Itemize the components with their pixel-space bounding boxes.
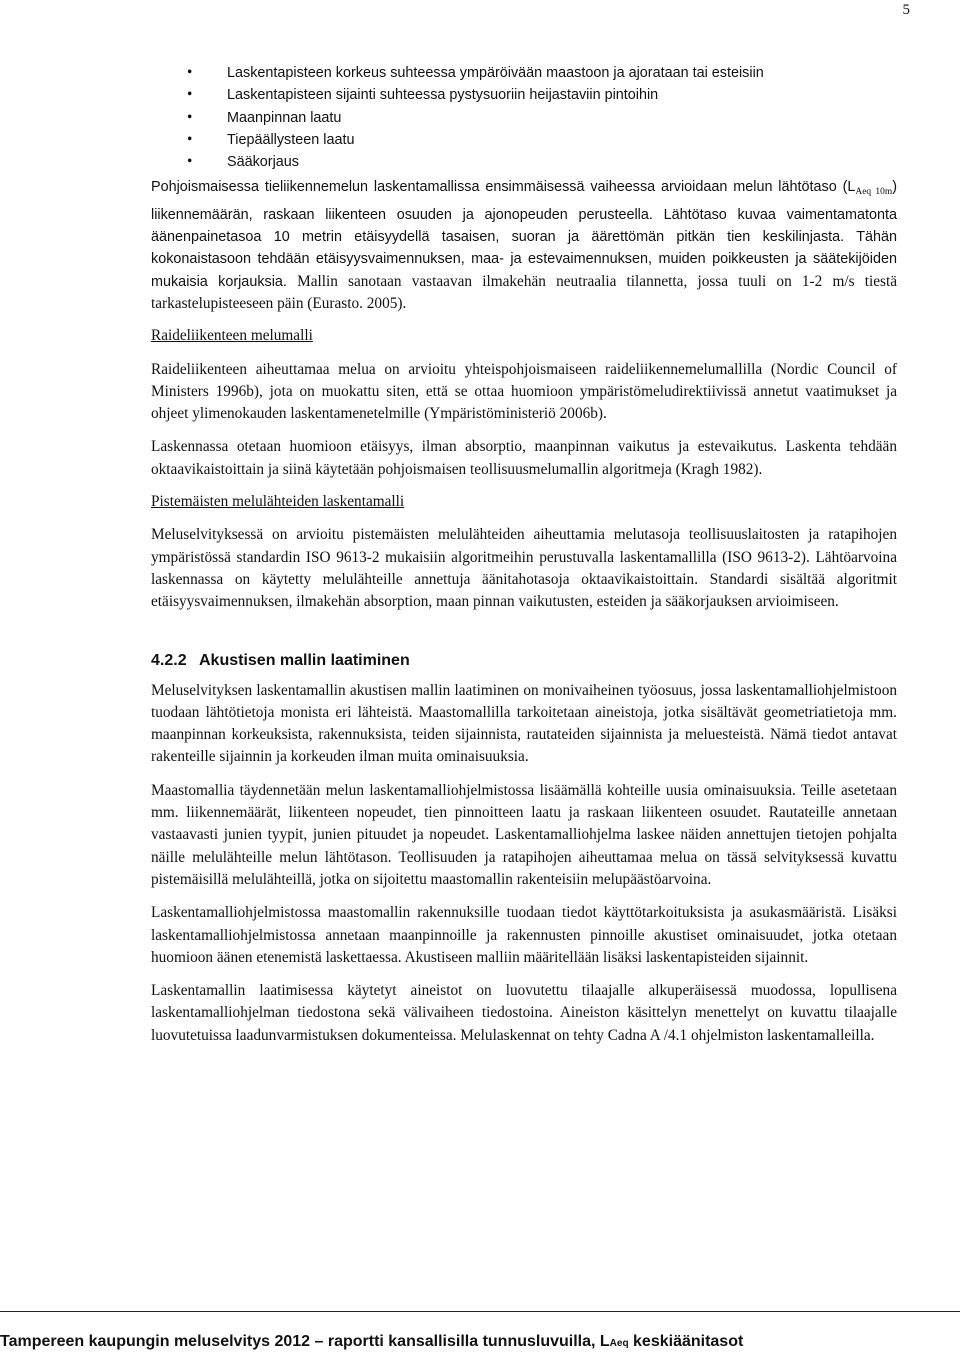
road-text-start: Pohjoismaisessa tieliikennemelun laskentamallissa ensimmäisessä vaiheessa arvioidaan melun lähtötaso (L — [151, 179, 856, 196]
bullet-icon: • — [187, 130, 193, 148]
criteria-list — [151, 62, 897, 173]
list-item-text: Tiepäällysteen laatu — [227, 131, 355, 148]
rail-paragraph-2: Laskennassa otetaan huomioon etäisyys, ilman absorptio, maanpinnan vaikutus ja estevaikutus. Laskenta tehdään oktaavikaistoittain ja siinä käytetään pohjoismaisen teollisuusmelumallin algoritmeja (Kragh 1982). — [151, 438, 897, 478]
list-item — [151, 107, 897, 129]
road-text-middle: ) liikennemäärän, raskaan liikenteen osuuden ja ajonopeuden perusteella. Lähtötaso kuvaa vaimentamatonta äänenpainetasoa 10 metrin etäisyydellä tasaisen, suoran ja äärettömän pitkän tien keskilinjasta. Tähän kokonaistasoon tehdään etäisyysvaimennuksen, maa- ja estevaimennuksen, muiden poikkeusten ja säätekijöiden mukaisia korjauksia. — [151, 179, 898, 290]
section-paragraph: Laskentamalliohjelmistossa maastomallin rakennuksille tuodaan tiedot käyttötarkoituksista ja asukasmääristä. Lisäksi laskentamalliohjelmistossa annetaan maanpinnoille ja rakennusten pinnoille akustiset ominaisuudet, jotka otetaan huomioon äänen etenemistä laskettaessa. Akustiseen malliin määritellään lisäksi laskentapisteiden sijainnit. — [151, 904, 897, 966]
rail-paragraph-1: Raideliikenteen aiheuttamaa melua on arvioitu yhteispohjoismaiseen raideliikennemelumallilla (Nordic Council of Ministers 1996b), jota on muokattu siten, että se ottaa huomioon ympäristömeludirektiivissä annetut vaatimukset ja ohjeet ylimenokauden laskentamenetelmille (Ympäristöministeriö 2006b). — [151, 360, 897, 423]
section-heading — [151, 650, 897, 672]
list-item — [151, 84, 897, 106]
road-text-end: Mallin sanotaan vastaavan ilmakehän neutraalia tilannetta, jossa tuuli on 1-2 m/s tiestä tarkastelupisteeseen päin (Eurasto. 2005). — [151, 272, 897, 312]
footer-tail: keskiäänitasot — [628, 1333, 744, 1350]
section-paragraph: Meluselvityksen laskentamallin akustisen mallin laatiminen on monivaiheinen työosuus, jossa laskentamalliohjelmistoon tuodaan lähtötietoja monista eri lähteistä. Maastomallilla tarkoitetaan aineistoja, jotka sisältävät geometriatietoja mm. maanpinnan korkeuksista, rakennuksista, teiden sijainnista, rautateiden sijainnista ja meluesteistä. Nämä tiedot antavat rakenteille sijainnin ja korkeuden ilman muita ominaisuuksia. — [151, 681, 897, 766]
page-content — [151, 62, 897, 1047]
page-footer — [0, 1333, 743, 1351]
list-item — [151, 62, 897, 84]
rail-model-title: Raideliikenteen melumalli — [151, 327, 313, 345]
list-item — [151, 151, 897, 173]
footer-subscript: Aeq — [609, 1338, 629, 1349]
point-source-paragraph: Meluselvityksessä on arvioitu pistemäisten melulähteiden aiheuttamia melutasoja teollisuuslaitosten ja ratapihojen ympäristössä standardin ISO 9613-2 mukaisiin algoritmeihin perustuvalla laskentamallilla (ISO 9613-2). Lähtöarvoina laskennassa on käytetty melulähteille annettuja äänitahotasoja oktaavikaistoittain. Standardi sisältää algoritmit etäisyysvaimennuksen, ilmakehän absorption, maan pinnan vaikutusten, esteiden ja sääkorjauksen arvioimiseen. — [151, 526, 897, 611]
bullet-icon: • — [187, 64, 193, 81]
section-title: Akustisen mallin laatiminen — [199, 651, 410, 669]
page-number: 5 — [902, 2, 910, 18]
list-item-text: Sääkorjaus — [227, 154, 299, 171]
list-item-text: Laskentapisteen sijainti suhteessa pystysuoriin heijastaviin pintoihin — [227, 87, 659, 104]
section-paragraph: Maastomallia täydennetään melun laskentamalliohjelmistossa lisäämällä kohteille uusia ominaisuuksia. Teille asetetaan mm. liikennemäärät, liikenteen nopeudet, tien pinnoitteen laatu ja raskaan liikenteen osuudet. Rautateille annetaan vastaavasti junien tyypit, junien pituudet ja nopeudet. Laskentamalliohjelma laskee näiden annettujen tietojen pohjalta näille melulähteille melun lähtötason. Teollisuuden ja ratapihojen aiheuttamaa melua on tässä selvityksessä kuvattu pistemäisillä melulähteillä, jotka on sijoitettu maastomallin rakenteisiin melupäästöarvoina. — [151, 781, 897, 888]
bullet-icon: • — [187, 108, 193, 126]
list-item — [151, 129, 897, 151]
list-item-text: Maanpinnan laatu — [227, 109, 342, 126]
bullet-icon: • — [187, 86, 193, 104]
footer-text: Tampereen kaupungin meluselvitys 2012 – raportti kansallisilla tunnusluvuilla, L — [0, 1333, 610, 1350]
list-item-text: Laskentapisteen korkeus suhteessa ympäröivään maastoon ja ajorataan tai esteisiin — [227, 65, 764, 81]
point-source-title: Pistemäisten melulähteiden laskentamalli — [151, 493, 405, 511]
footer-divider — [0, 1311, 960, 1312]
section-number: 4.2.2 — [151, 651, 187, 669]
road-model-paragraph — [151, 176, 897, 315]
section-paragraph: Laskentamallin laatimisessa käytetyt aineistot on luovutettu tilaajalle alkuperäisessä muodossa, lopullisena laskentamalliohjelman tiedostona sekä välivaiheen tiedostoina. Aineiston käsittelyn menettelyt on kuvattu tilaajalle luovutetuissa laadunvarmistuksen dokumenteissa. Melulaskennat on tehty Cadna A /4.1 ohjelmiston laskentamalleilla. — [151, 982, 897, 1044]
bullet-icon: • — [187, 153, 193, 171]
road-subscript: Aeq 10m — [855, 187, 893, 198]
